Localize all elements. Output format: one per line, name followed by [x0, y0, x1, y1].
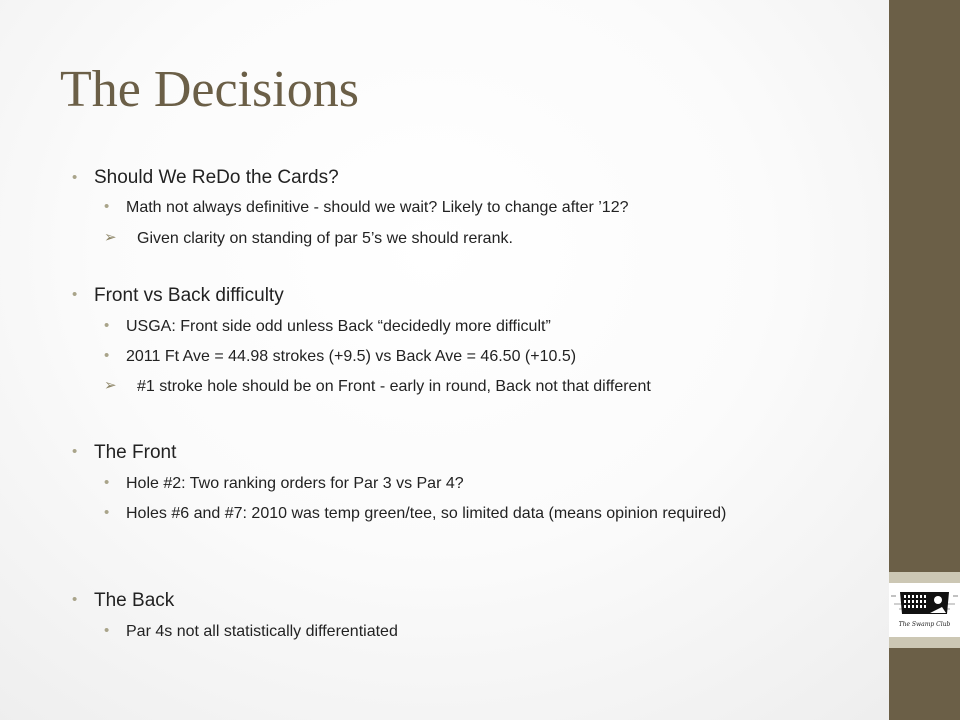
bullet-icon: •: [104, 504, 110, 521]
bullet-icon: •: [72, 169, 78, 186]
arrow-bullet-icon: ➢: [104, 229, 117, 246]
bullet-icon: •: [104, 198, 110, 215]
section-heading: Front vs Back difficulty: [94, 285, 284, 306]
club-logo: [889, 583, 960, 637]
bullet-icon: •: [72, 286, 78, 303]
section-heading: The Front: [94, 442, 177, 463]
list-item: Hole #2: Two ranking orders for Par 3 vs Par 4?: [126, 475, 464, 492]
bullet-icon: •: [72, 591, 78, 608]
bullet-icon: •: [104, 347, 110, 364]
bullet-icon: •: [104, 474, 110, 491]
section-heading: Should We ReDo the Cards?: [94, 167, 339, 188]
bullet-icon: •: [104, 317, 110, 334]
list-item: Par 4s not all statistically differentiated: [126, 623, 398, 640]
list-item: USGA: Front side odd unless Back “decidedly more difficult”: [126, 318, 551, 335]
list-item: 2011 Ft Ave = 44.98 strokes (+9.5) vs Back Ave = 46.50 (+10.5): [126, 348, 577, 365]
list-item: Math not always definitive - should we wait? Likely to change after ’12?: [126, 199, 629, 216]
arrow-bullet-icon: ➢: [104, 377, 117, 394]
logo-caption: The Swamp Club: [898, 621, 951, 628]
list-item: #1 stroke hole should be on Front - early in round, Back not that different: [137, 378, 651, 395]
section-heading: The Back: [94, 590, 175, 611]
list-item: Holes #6 and #7: 2010 was temp green/tee, so limited data (means opinion required): [126, 505, 727, 522]
bullet-icon: •: [104, 622, 110, 639]
slide-title: The Decisions: [60, 61, 359, 118]
club-logo-icon: [889, 583, 960, 623]
bullet-icon: •: [72, 443, 78, 460]
list-item: Given clarity on standing of par 5’s we should rerank.: [137, 230, 513, 247]
